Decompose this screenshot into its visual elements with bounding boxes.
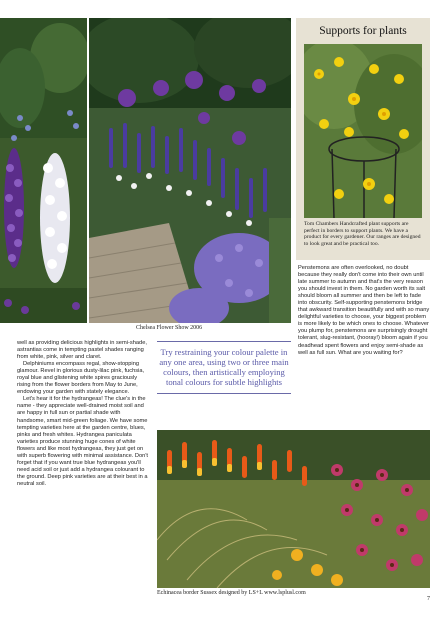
chelsea-border-photo <box>89 18 291 323</box>
left-column <box>17 340 148 488</box>
chelsea-caption: Chelsea Flower Show 2006 <box>136 325 203 331</box>
delphinium-illustration <box>0 18 87 323</box>
echinacea-photo <box>157 430 430 588</box>
plant-support-photo <box>304 44 422 218</box>
sidebar-title: Supports for plants <box>319 25 407 37</box>
supports-sidebar <box>296 18 430 260</box>
right-column <box>298 265 430 357</box>
delphinium-photo <box>0 18 87 323</box>
delphinium-paragraph: Delphiniums encompass regal, show-stopping glamour. Revel in glorious dusty-lilac pink, fuchsia, royal blue and glistening white spires graciously rising from the flower borders from May to June, endowing your garden with stately elegance. <box>17 361 145 396</box>
sidebar-body: Tom Chambers Handcrafted plant supports are perfect in borders to support plants. We have a product for every gardener. Our ranges are designed to look great and be practical too. <box>304 221 421 247</box>
chelsea-border-illustration <box>89 18 291 323</box>
echinacea-illustration <box>157 430 430 588</box>
penstemon-paragraph: Penstemons are often overlooked, no doubt because they really don't come into their own until late summer to autumn and that's the very reason you should invest in them. No garden worth its salt should bloom all summer and then be left to fade into obscurity. Self-supporting penstemons bridge that awkward transition beautifully and with so many delightful varieties to choose, your biggest problem is more likely to be which ones to choose. Whatever you plump for, penstemons are surprisingly drought tolerant, slug-resistant, (hooray!) bloom again if you deadhead spent flowers and enjoy semi-shade as well as full sun. What are you waiting for? <box>298 265 430 356</box>
hydrangea-paragraph: Let's hear it for the hydrangeas! The clue's in the name - they appreciate well-drained moist soil and are happy in full sun or partial shade with handsome, smart mid-green foliage. We have some tempting varieties here at the garden centre, blues, pinks and fresh whites. Hydrangea paniculata varieties produce stunning huge cones of white flowers and like most hydrangeas, they just get on with superb flowering with minimal assistance. Don't forget that if you want true blue hydrangeas you'll need acid soil or just add a hydrangea colourant to the ground. Deep pink varieties are at their best in a neutral soil. <box>17 396 149 487</box>
echinacea-caption: Echinacea border Sussex designed by LS+L www.lsplusl.com <box>157 590 306 596</box>
plant-support-illustration <box>304 44 422 218</box>
astrantia-paragraph: well as providing delicious highlights in semi-shade, astrantias come in tempting pastel shades ranging from white, pink, silver and claret. <box>17 340 147 361</box>
pull-quote: Try restraining your colour palette in any one area, using two or three main colours, then artistically employing tonal colours for subtle highlights <box>157 341 291 394</box>
page-number: 7 <box>427 596 430 602</box>
